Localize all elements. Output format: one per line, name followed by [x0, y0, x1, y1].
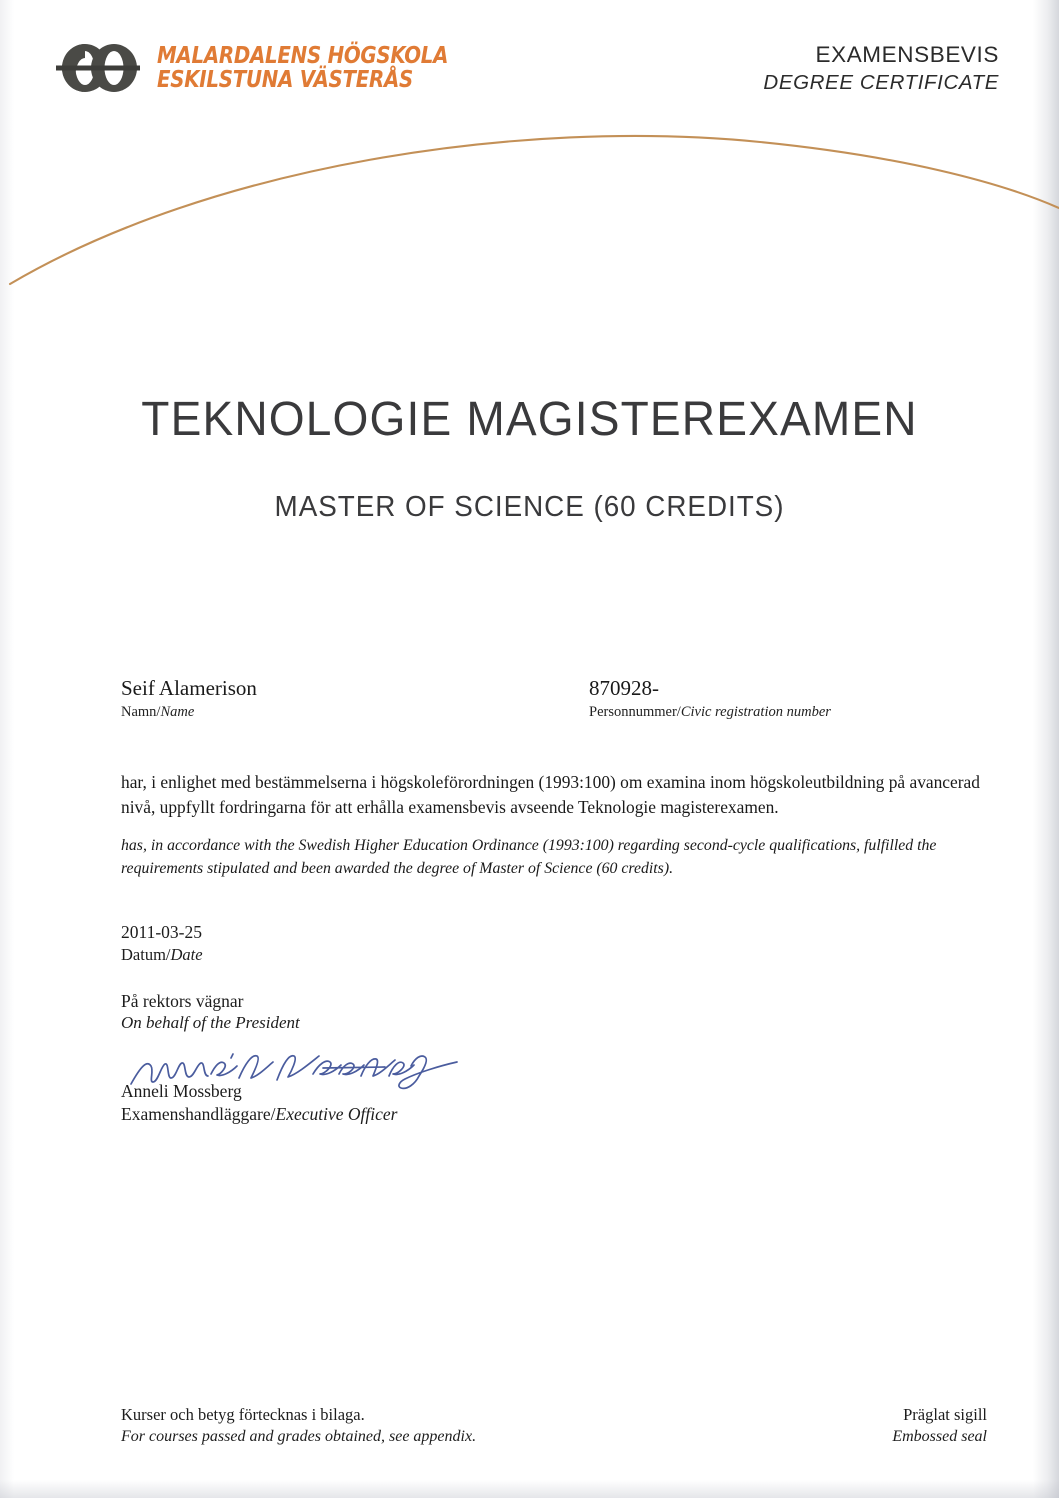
appendix-note	[121, 1404, 476, 1447]
institution-name-line2: ESKILSTUNA VÄSTERÅS	[157, 66, 414, 93]
certificate-body	[121, 676, 987, 1126]
recipient-fields	[121, 676, 987, 732]
embossed-seal-note	[892, 1404, 987, 1447]
issue-date-value: 2011-03-25	[121, 922, 203, 943]
signature-block	[121, 1080, 987, 1126]
civic-number-caption-sv: Personnummer/	[589, 704, 681, 721]
certificate-header	[54, 42, 999, 104]
recipient-name-value: Seif Alamerison	[121, 676, 257, 700]
signatory-role-sv: Examenshandläggare/	[121, 1104, 276, 1125]
recipient-name-caption-sv: Namn/	[121, 704, 161, 721]
signatory-role	[121, 1103, 987, 1126]
decorative-arc-icon	[0, 104, 1059, 304]
certificate-footer	[121, 1404, 987, 1447]
embossed-seal-en: Embossed seal	[892, 1427, 987, 1445]
degree-title-block	[0, 392, 1059, 524]
signatory-role-en: Executive Officer	[275, 1104, 398, 1125]
document-kind	[763, 42, 999, 95]
embossed-seal-sv: Präglat sigill	[903, 1405, 987, 1424]
issue-date-caption	[121, 944, 987, 965]
recipient-name-field	[121, 676, 257, 721]
scan-edge-shading-bottom	[0, 1480, 1059, 1498]
document-kind-sv: EXAMENSBEVIS	[815, 42, 999, 67]
date-block	[121, 922, 987, 965]
civic-number-caption-en: Civic registration number	[680, 704, 831, 721]
civic-number-value: 870928-	[589, 676, 659, 700]
handwritten-signature-icon	[127, 1044, 477, 1094]
civic-number-field	[589, 676, 831, 721]
degree-title-sv: TEKNOLOGIE MAGISTEREXAMEN	[141, 393, 918, 446]
signatory-name: Anneli Mossberg	[121, 1081, 242, 1102]
on-behalf-sv: På rektors vägnar	[121, 990, 244, 1011]
issue-date-caption-en: Date	[170, 945, 203, 965]
appendix-note-sv: Kurser och betyg förtecknas i bilaga.	[121, 1405, 365, 1424]
statement-paragraph-sv: har, i enlighet med bestämmelserna i högskoleförordningen (1993:100) om examina inom högskoleutbildning på avancerad nivå, uppfyllt fordringarna för att erhålla examensbevis avseende Teknologie magisterexamen.	[121, 772, 980, 817]
institution-name	[157, 44, 496, 93]
on-behalf-block	[121, 990, 987, 1035]
degree-title-en: MASTER OF SCIENCE (60 CREDITS)	[274, 491, 785, 523]
statement-paragraph-en: has, in accordance with the Swedish Higher Education Ordinance (1993:100) regarding second-cycle qualifications, fulfilled the requirements stipulated and been awarded the degree of Master of Science (60 credits).	[121, 837, 937, 877]
document-kind-en: DEGREE CERTIFICATE	[763, 71, 999, 94]
institution-branding	[54, 42, 496, 94]
on-behalf-en: On behalf of the President	[121, 1013, 300, 1033]
recipient-name-caption-en: Name	[160, 704, 195, 721]
scan-edge-shading-right	[1033, 0, 1059, 1498]
issue-date-caption-sv: Datum/	[121, 945, 171, 965]
institution-name-line1: MALARDALENS HÖGSKOLA	[157, 42, 449, 69]
scan-edge-shading-left	[0, 0, 14, 1498]
recipient-name-caption	[121, 704, 257, 721]
civic-number-caption	[589, 704, 831, 721]
appendix-note-en: For courses passed and grades obtained, see appendix.	[121, 1427, 477, 1445]
interlocking-rings-logo-icon	[54, 42, 148, 94]
